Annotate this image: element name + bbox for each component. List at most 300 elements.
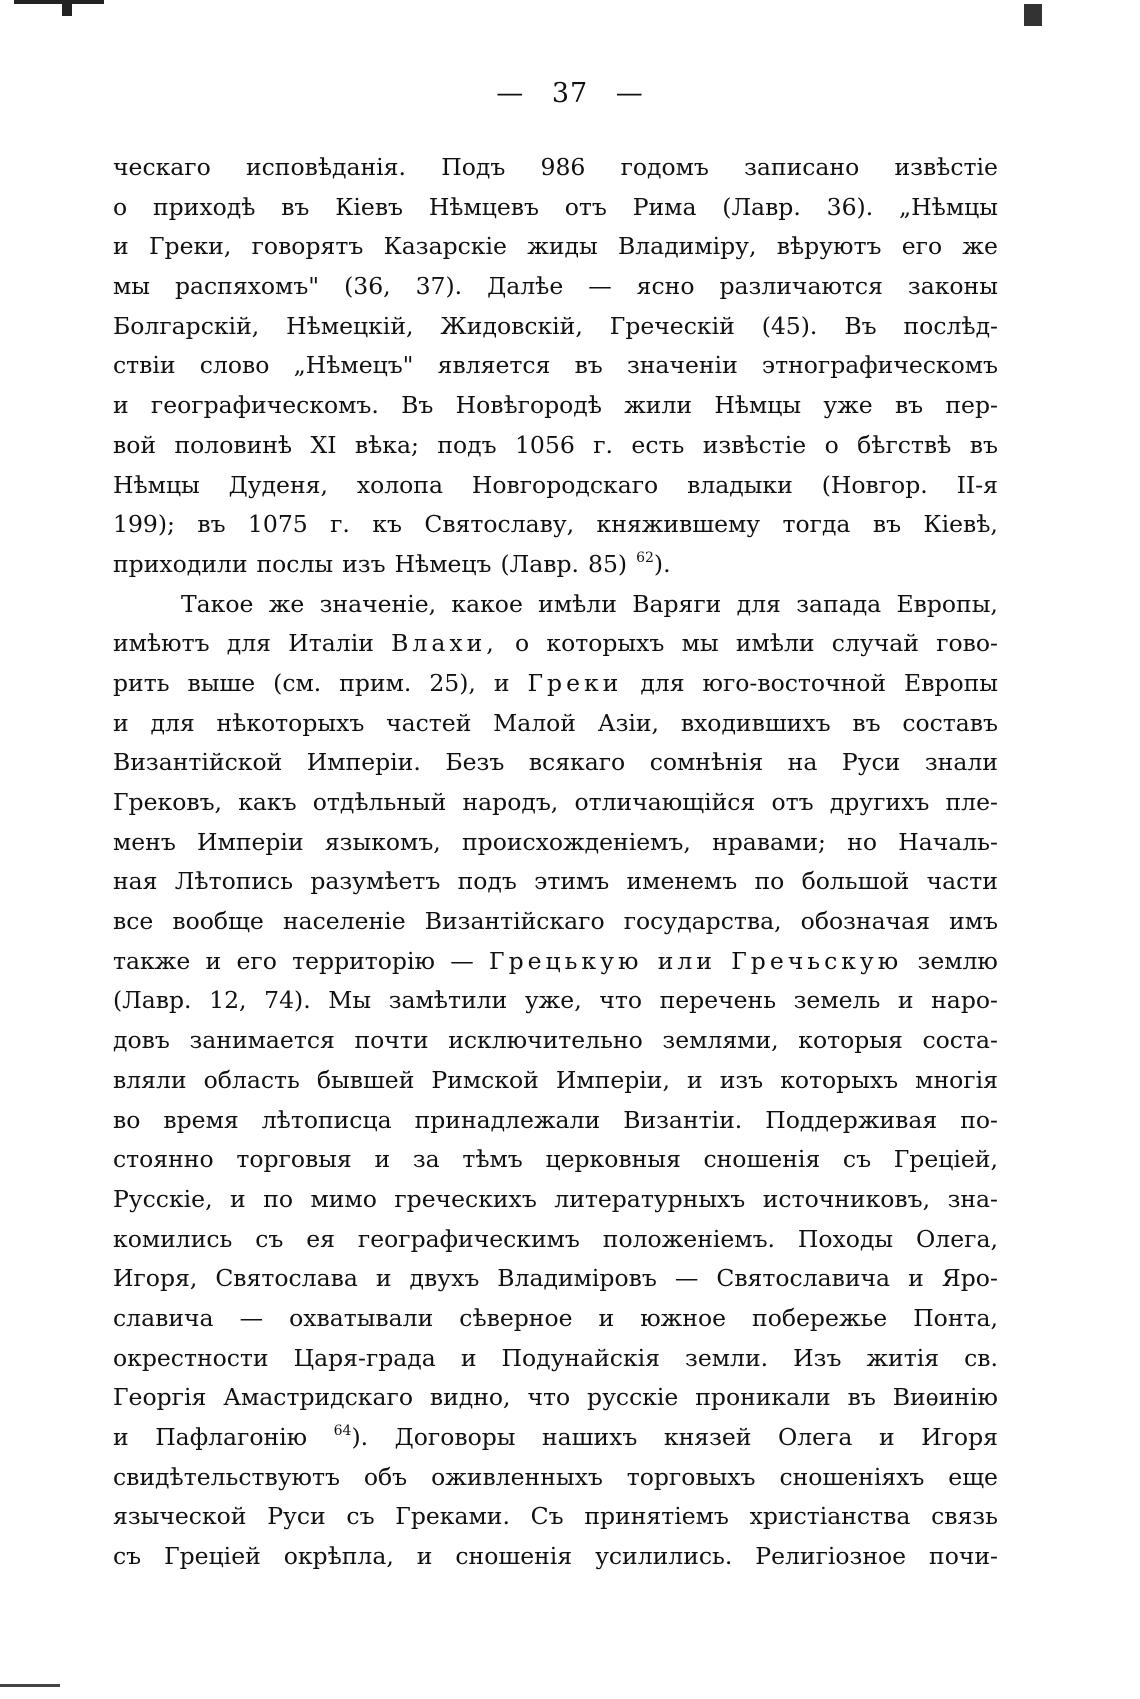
- word: Такое: [181, 589, 254, 618]
- word: —: [588, 272, 612, 301]
- word: 199);: [113, 510, 175, 539]
- word: Грековъ,: [113, 788, 222, 816]
- text-line: [113, 1140, 998, 1180]
- text-line: [113, 1180, 998, 1220]
- word: принятіемъ: [584, 1502, 729, 1531]
- word: Варяги: [632, 589, 722, 618]
- word: Въ: [401, 391, 434, 420]
- word: какое: [451, 589, 523, 618]
- word: и: [686, 1065, 703, 1094]
- word: ная: [113, 867, 158, 896]
- word: мы: [681, 629, 719, 658]
- word: Нѣмцевъ: [428, 192, 539, 221]
- word: оживленныхъ: [431, 1462, 603, 1491]
- word: народъ,: [462, 788, 559, 816]
- word: Нѣмцы: [714, 391, 802, 420]
- word: жили: [624, 391, 693, 420]
- word: Греками.: [395, 1502, 510, 1531]
- word: замѣтили: [388, 986, 508, 1015]
- word: видно,: [429, 1383, 511, 1412]
- ink-smudge-top-left-drop: [62, 0, 72, 16]
- word: Болгарскій,: [113, 311, 260, 340]
- word: почти: [354, 1026, 429, 1055]
- word: въ: [872, 510, 902, 539]
- text-line: [113, 902, 998, 942]
- word: Италіи: [288, 629, 374, 658]
- word: съ: [842, 1145, 872, 1174]
- word: случай: [831, 629, 919, 658]
- word: исповѣданія.: [245, 153, 406, 181]
- word: же: [962, 232, 998, 261]
- word: „Нѣмцы: [899, 192, 998, 221]
- word: г.: [330, 510, 350, 539]
- word: Виѳинію: [892, 1383, 998, 1412]
- word: Яро-: [941, 1264, 998, 1293]
- word: многія: [915, 1065, 998, 1094]
- ink-smudge-bottom-left: [0, 1684, 60, 1687]
- text-line: [113, 148, 998, 188]
- word: Религіозное: [755, 1542, 907, 1571]
- word: значеніи: [626, 351, 738, 380]
- word: извѣстіе: [702, 430, 807, 459]
- word: его: [901, 232, 943, 261]
- word: съ: [113, 1542, 142, 1571]
- word: зна-: [947, 1184, 998, 1213]
- word: Европы,: [896, 589, 998, 618]
- word: послы: [256, 549, 334, 578]
- word: на: [787, 748, 818, 777]
- word: время: [163, 1105, 239, 1134]
- word: и: [908, 1264, 924, 1293]
- word: землями,: [662, 1026, 779, 1055]
- word: въ: [574, 351, 603, 380]
- word: знали: [924, 748, 998, 777]
- word: 12,: [209, 986, 247, 1015]
- word: и: [375, 1264, 392, 1293]
- word: подъ: [457, 867, 517, 896]
- word: годомъ: [620, 153, 709, 181]
- word: Римской: [431, 1065, 539, 1094]
- text-line: [113, 624, 998, 664]
- word: нашихъ: [541, 1423, 638, 1451]
- word: князей: [663, 1423, 752, 1451]
- word: Мы: [328, 986, 372, 1015]
- word: Поддерживая: [765, 1105, 938, 1134]
- word: Олега,: [916, 1224, 998, 1253]
- word: Нѣмецъ: [394, 549, 492, 578]
- word: Новѣгородѣ: [455, 391, 602, 420]
- word: свидѣтельствуютъ: [113, 1462, 340, 1491]
- footnote-reference: $^{62}$).: [636, 549, 671, 578]
- word: 986: [540, 153, 586, 181]
- word: приходили: [113, 549, 248, 578]
- word: (Лавр.: [722, 192, 801, 221]
- word: сомнѣнія: [649, 748, 764, 777]
- word: населеніе: [282, 907, 406, 936]
- word: перечень: [659, 986, 776, 1015]
- word: значеніе,: [319, 589, 437, 618]
- word: происхожденіемъ,: [461, 827, 691, 856]
- text-line: [113, 1259, 998, 1299]
- word: Византіи.: [623, 1105, 743, 1134]
- word: отдѣльный: [312, 788, 447, 816]
- word: пле-: [945, 788, 998, 816]
- word: въ: [852, 708, 881, 737]
- word: ея: [306, 1224, 335, 1253]
- word: и: [113, 1423, 129, 1451]
- word: княжившему: [596, 510, 761, 539]
- word: о: [824, 430, 839, 459]
- word: Далѣе: [487, 272, 564, 301]
- word: г.: [593, 430, 613, 459]
- word: части: [926, 867, 998, 896]
- word: славича: [113, 1303, 214, 1332]
- word: именемъ: [626, 867, 738, 896]
- word: выше: [187, 668, 256, 697]
- word: Руси: [267, 1502, 326, 1531]
- word: Договоры: [394, 1423, 516, 1451]
- text-line: [113, 783, 998, 823]
- word: —: [450, 946, 474, 975]
- word: 37).: [415, 272, 463, 301]
- word: для: [640, 668, 685, 697]
- word: XI: [310, 430, 337, 459]
- ink-smudge-top-left: [14, 0, 104, 4]
- text-line: [113, 227, 998, 267]
- word: рить: [113, 668, 170, 697]
- word: вѣруютъ: [776, 232, 882, 261]
- word: законы: [907, 272, 998, 301]
- word: государства,: [623, 907, 782, 936]
- text-line: [113, 585, 998, 625]
- word: входившихъ: [680, 708, 831, 737]
- word: сношеніяхъ: [779, 1462, 925, 1491]
- word: нравами;: [712, 827, 826, 856]
- word: въ: [281, 192, 310, 221]
- text-line: [113, 743, 998, 783]
- word: и: [113, 708, 129, 737]
- word: о: [515, 629, 530, 658]
- word: занимается: [189, 1026, 335, 1055]
- word: Греціей: [164, 1542, 261, 1571]
- word: Имперіи.: [306, 748, 421, 777]
- word: которыхъ: [780, 1065, 899, 1094]
- word: (Новгор.: [821, 470, 928, 499]
- word: источниковъ,: [762, 1184, 931, 1213]
- word: довъ: [113, 1026, 170, 1055]
- footnote-number: 64: [333, 1423, 352, 1439]
- word: что: [527, 1383, 571, 1412]
- word: Греки: [527, 668, 623, 697]
- word: охватывали: [289, 1303, 434, 1332]
- word: Безъ: [445, 748, 505, 777]
- word: распяхомъ": [174, 272, 320, 301]
- word: земли.: [685, 1343, 769, 1372]
- word: Олега: [777, 1423, 853, 1451]
- word: Владиміру,: [617, 232, 757, 261]
- word: его: [236, 946, 277, 975]
- word: и: [897, 986, 914, 1015]
- word: различаются: [719, 272, 883, 301]
- ink-smudge-top-right: [1024, 4, 1042, 26]
- text-line: [113, 1497, 998, 1537]
- word: говорятъ: [251, 232, 364, 261]
- word: лѣтописца: [261, 1105, 392, 1134]
- word: за: [412, 1145, 440, 1174]
- word: которыхъ: [546, 629, 665, 658]
- word: наро-: [931, 986, 998, 1015]
- word: которыя: [798, 1026, 903, 1055]
- word: —: [674, 1264, 699, 1293]
- word: Малой: [493, 708, 576, 737]
- word: комились: [113, 1224, 233, 1253]
- word: и: [205, 946, 222, 975]
- text-line: [113, 704, 998, 744]
- word: мы: [113, 272, 150, 301]
- text-line: [113, 1220, 998, 1260]
- word: по: [754, 867, 785, 896]
- word: ствіи: [113, 351, 176, 380]
- word: тѣмъ: [462, 1145, 523, 1174]
- word: слово: [199, 351, 270, 380]
- word: объ: [363, 1462, 408, 1491]
- footnote-reference: $^{64}$).: [333, 1423, 369, 1451]
- word: св.: [964, 1343, 998, 1372]
- word: Руси: [841, 748, 901, 777]
- word: жиды: [527, 232, 598, 261]
- word: окрестности: [113, 1343, 269, 1372]
- word: усилились.: [595, 1542, 733, 1571]
- word: Греціей,: [893, 1145, 998, 1174]
- word: 36).: [826, 192, 874, 221]
- word: по: [263, 1184, 293, 1213]
- word: имѣютъ: [113, 629, 210, 658]
- page-number-header: [0, 78, 1140, 109]
- text-line: [113, 1537, 998, 1577]
- body-text: [113, 148, 998, 1577]
- word: еще: [948, 1462, 998, 1491]
- word: Рима: [632, 192, 697, 221]
- word: по-: [960, 1105, 998, 1134]
- text-line: [113, 545, 998, 585]
- word: уже,: [524, 986, 582, 1015]
- word: географическимъ: [357, 1224, 580, 1253]
- word: отъ: [771, 788, 814, 816]
- word: съ: [255, 1224, 284, 1253]
- word: юго-восточной: [702, 668, 887, 697]
- text-line: [113, 942, 998, 982]
- word: торговыхъ: [626, 1462, 756, 1491]
- word: Святослава: [215, 1264, 358, 1293]
- text-line: [113, 346, 998, 386]
- word: 25),: [429, 668, 476, 697]
- word: языкомъ,: [324, 827, 441, 856]
- word: изъ: [719, 1065, 764, 1094]
- word: во: [113, 1105, 141, 1134]
- page-number: 37: [551, 78, 589, 109]
- text-line: [113, 386, 998, 426]
- text-line: [113, 1378, 998, 1418]
- word: 74).: [264, 986, 311, 1015]
- text-line: [113, 1339, 998, 1379]
- word: Понта,: [913, 1303, 998, 1332]
- text-line: [113, 981, 998, 1021]
- word: географическомъ.: [150, 391, 379, 420]
- word: къ: [372, 510, 402, 539]
- word: записано: [744, 153, 860, 181]
- word: литературныхъ: [554, 1184, 746, 1213]
- word: изъ: [342, 549, 386, 578]
- word: землю: [917, 946, 998, 975]
- word: все: [113, 907, 154, 936]
- word: Нѣмцы: [113, 470, 200, 499]
- word: для: [736, 589, 781, 618]
- word: Походы: [797, 1224, 894, 1253]
- word: Византійскаго: [424, 907, 605, 936]
- word: извѣстіе: [894, 153, 998, 181]
- word: какъ: [238, 788, 297, 816]
- word: запада: [796, 589, 882, 618]
- word: уже: [823, 391, 873, 420]
- word: принадлежали: [414, 1105, 601, 1134]
- word: и: [460, 1343, 477, 1372]
- word: Греки,: [148, 232, 232, 261]
- word: холопа: [356, 470, 443, 499]
- word: разумѣетъ: [310, 867, 441, 896]
- word: почи-: [929, 1542, 998, 1571]
- text-line: [113, 188, 998, 228]
- word: церковныя: [545, 1145, 681, 1174]
- word: владыки: [687, 470, 793, 499]
- text-line: [113, 862, 998, 902]
- text-line: [113, 1101, 998, 1141]
- word: о: [113, 192, 128, 221]
- word: послѣд-: [903, 311, 998, 340]
- word: этимъ: [534, 867, 610, 896]
- word: Георгія: [113, 1383, 207, 1412]
- word: II-я: [956, 470, 998, 499]
- word: языческой: [113, 1502, 247, 1531]
- word: въ: [894, 391, 924, 420]
- word: Амастридскаго: [223, 1383, 413, 1412]
- word: для: [226, 629, 272, 658]
- word: Византійской: [113, 748, 283, 777]
- word: и: [878, 1423, 895, 1451]
- word: положеніемъ.: [602, 1224, 775, 1253]
- word: Азіи,: [597, 708, 660, 737]
- word: вообще: [172, 907, 264, 936]
- word: русскіе: [587, 1383, 679, 1412]
- text-line: [113, 1299, 998, 1339]
- word: житія: [866, 1343, 940, 1372]
- word: отличающійся: [574, 788, 756, 816]
- word: есть: [631, 430, 685, 459]
- word: Кіевъ: [335, 192, 403, 221]
- word: вляли: [113, 1065, 187, 1094]
- word: половинѣ: [174, 430, 293, 459]
- word: —: [239, 1303, 264, 1332]
- word: Гречьскую: [731, 946, 903, 975]
- word: и: [113, 232, 129, 261]
- word: (см.: [273, 668, 322, 697]
- word: Въ: [844, 311, 877, 340]
- page-number-dash-left: —: [496, 78, 525, 109]
- word: 1075: [247, 510, 308, 539]
- text-line: [113, 505, 998, 545]
- word: Кіевѣ,: [923, 510, 998, 539]
- word: Имперіи: [197, 827, 304, 856]
- word: „Нѣмецъ": [293, 351, 414, 380]
- word: стоянно: [113, 1145, 214, 1174]
- word: 1056: [514, 430, 575, 459]
- word: греческихъ: [394, 1184, 537, 1213]
- word: Новгородскаго: [471, 470, 659, 499]
- word: нѣкоторыхъ: [216, 708, 365, 737]
- word: бывшей: [316, 1065, 415, 1094]
- word: и: [416, 1542, 433, 1571]
- word: имѣли: [735, 629, 815, 658]
- word: Святославича: [716, 1264, 891, 1293]
- word: Греческій: [609, 311, 735, 340]
- text-line: [113, 267, 998, 307]
- word: этнографическомъ: [761, 351, 998, 380]
- word: и: [493, 668, 510, 697]
- word: связь: [931, 1502, 998, 1531]
- text-line: [113, 823, 998, 863]
- text-line: [113, 1061, 998, 1101]
- word: вѣка;: [354, 430, 419, 459]
- word: и: [598, 1303, 615, 1332]
- word: въ: [197, 510, 226, 539]
- word: Игоря,: [113, 1264, 198, 1293]
- word: Царя-града: [293, 1343, 436, 1372]
- word: что: [599, 986, 642, 1015]
- word: (Лавр.: [500, 549, 580, 578]
- word: Лѣтопись: [174, 867, 294, 896]
- word: проникали: [695, 1383, 831, 1412]
- word: составъ: [902, 708, 998, 737]
- word: Имперіи,: [555, 1065, 670, 1094]
- page-number-dash-right: —: [615, 78, 644, 109]
- word: другихъ: [829, 788, 930, 816]
- word: въ: [847, 1383, 876, 1412]
- word: побережье: [752, 1303, 888, 1332]
- word: сношенія: [455, 1542, 573, 1571]
- word: Съ: [530, 1502, 564, 1531]
- word: область: [203, 1065, 300, 1094]
- word: же: [268, 589, 305, 618]
- word: отъ: [564, 192, 607, 221]
- text-line: [113, 1021, 998, 1061]
- word: Подъ: [441, 153, 506, 181]
- word: но: [847, 827, 877, 856]
- word: менъ: [113, 827, 176, 856]
- word: Владиміровъ: [497, 1264, 657, 1293]
- word: исключительно: [448, 1026, 643, 1055]
- word: и: [374, 1145, 391, 1174]
- word: южное: [640, 1303, 727, 1332]
- word: Изъ: [793, 1343, 842, 1372]
- word: для: [150, 708, 195, 737]
- word: христіанства: [749, 1502, 911, 1531]
- word: приходѣ: [152, 192, 256, 221]
- text-line: [113, 426, 998, 466]
- word: соста-: [922, 1026, 998, 1055]
- word: сѣверное: [459, 1303, 573, 1332]
- word: и: [113, 391, 129, 420]
- word: или: [657, 946, 716, 975]
- word: является: [437, 351, 551, 380]
